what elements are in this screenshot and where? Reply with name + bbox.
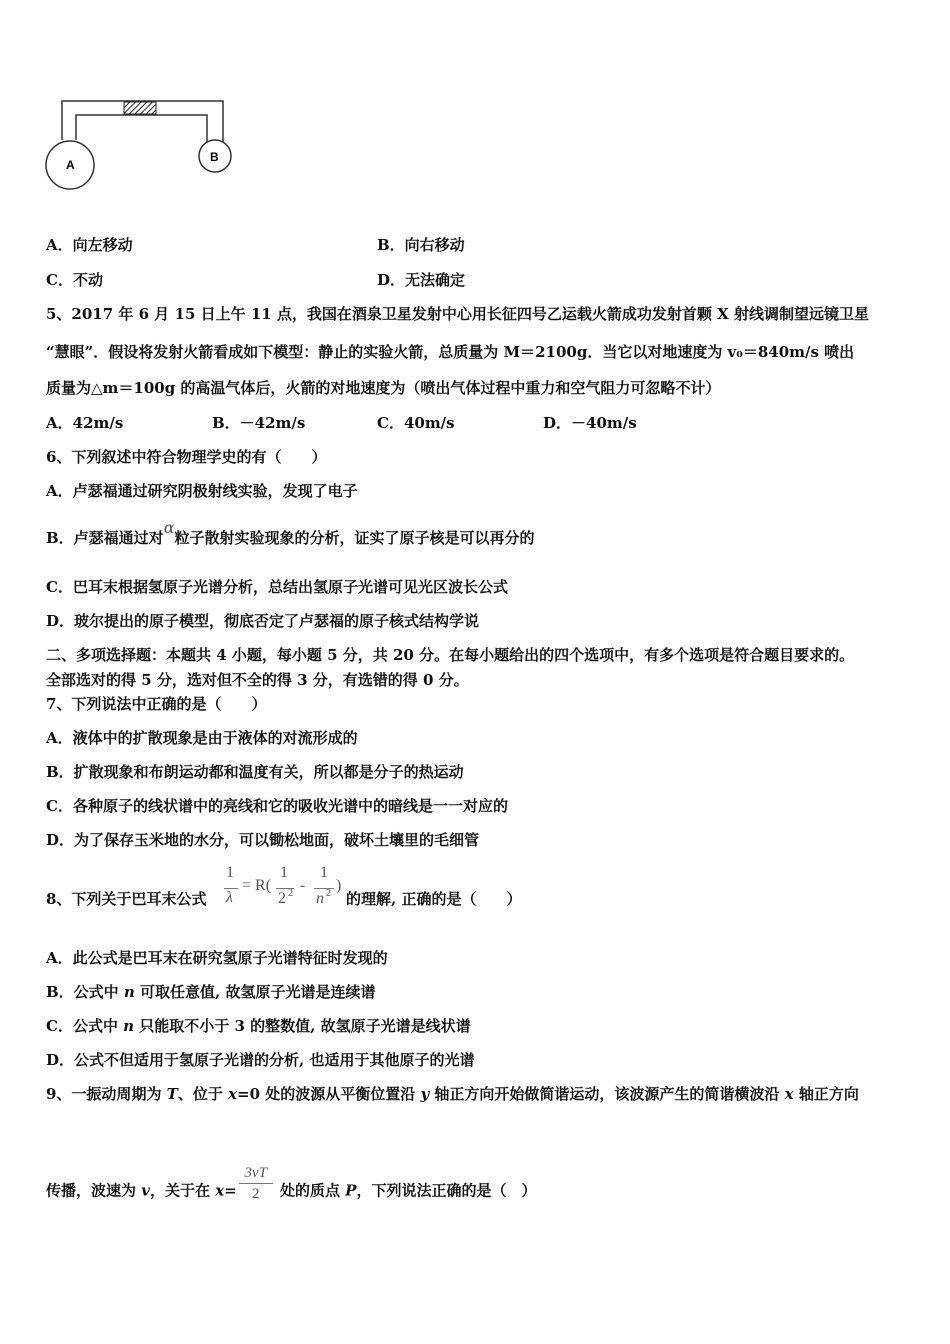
section2-line2: 全部选对的得 5 分，选对但不全的得 3 分，有选错的得 0 分。 [46, 671, 469, 689]
formula-bar-3 [314, 888, 334, 889]
q5-stem-line1: 5、2017 年 6 月 15 日上午 11 点，我国在酒泉卫星发射中心用长征四号乙运载火箭成功发射首颗 X 射线调制望远镜卫星 [46, 305, 870, 323]
q5-option-c: C．40m/s [377, 414, 455, 432]
q9-stem-line2 [46, 1165, 537, 1212]
q8-stem-pre: 8、下列关于巴耳末公式 [46, 890, 207, 908]
q9-l1-T: T [166, 1085, 178, 1103]
q7-option-c: C．各种原子的线状谱中的亮线和它的吸收光谱中的暗线是一一对应的 [46, 797, 508, 815]
section2-line1: 二、多项选择题：本题共 4 小题，每小题 5 分，共 20 分。在每小题给出的四个选项中，有多个选项是符合题目要求的。 [46, 646, 855, 664]
q9-l1-x2: x [784, 1085, 794, 1103]
q9-l1-b: 、位于 [177, 1085, 229, 1103]
q9-l1-x: x [228, 1085, 238, 1103]
q6-option-c: C．巴耳末根据氢原子光谱分析，总结出氢原子光谱可见光区波长公式 [46, 578, 508, 596]
q9-l2-x: x [215, 1181, 225, 1200]
formula-eq-text: = R( [242, 877, 272, 894]
q9-l1-e: 轴正方向 [793, 1085, 859, 1103]
q9-l2-b: ，关于在 [149, 1181, 216, 1200]
formula-eq-r [242, 877, 271, 895]
q9-l2-P: P [345, 1181, 357, 1200]
q9-l1-a: 9、一振动周期为 [46, 1085, 167, 1103]
q4-option-d: D．无法确定 [377, 271, 466, 289]
alpha-symbol: α [163, 518, 175, 537]
q9-l2-a: 传播，波速为 [46, 1181, 142, 1200]
formula-close: ) [336, 877, 342, 894]
q5-option-b: B．－42m/s [212, 414, 306, 432]
bulb-a-label: A [66, 158, 75, 172]
q8-stem-post: 的理解, 正确的是（ ） [346, 890, 522, 908]
q5-stem-line2: “慧眼”．假设将发射火箭看成如下模型：静止的实验火箭，总质量为 M＝2100g．当它以对地速度为 v₀＝840m/s 喷出 [46, 343, 855, 361]
formula-lambda: λ [226, 889, 233, 906]
q9-l2-d: 处的质点 [274, 1181, 346, 1200]
q8-option-c [46, 1016, 471, 1036]
q9-fraction-num: 3vT [239, 1163, 273, 1184]
q8-option-b-post: 可取任意值, 故氢原子光谱是连续谱 [134, 983, 376, 1001]
q4-option-c: C．不动 [46, 271, 103, 289]
q6-option-a: A．卢瑟福通过研究阴极射线实验，发现了电子 [46, 482, 358, 500]
q7-option-d: D．为了保存玉米地的水分，可以锄松地面，破坏土壤里的毛细管 [46, 831, 480, 849]
q9-l2-c: = [224, 1181, 237, 1200]
q8-option-c-var: n [123, 1017, 135, 1035]
formula-exp-1: 2 [288, 888, 293, 899]
q5-stem-line3: 质量为△m＝100g 的高温气体后，火箭的对地速度为（喷出气体过程中重力和空气阻力可忽略不计） [46, 379, 721, 397]
q9-l1-c: =0 处的波源从平衡位置沿 [237, 1085, 421, 1103]
formula-num-3: 1 [320, 864, 328, 881]
q9-fraction [239, 1163, 273, 1204]
formula-n: n [316, 890, 324, 907]
q6-option-b-pre: B．卢瑟福通过对 [46, 529, 164, 547]
q4-option-a: A．向左移动 [46, 236, 133, 254]
q9-l1-d: 轴正方向开始做简谐运动，该波源产生的简谐横波沿 [429, 1085, 785, 1103]
q7-option-a: A．液体中的扩散现象是由于液体的对流形成的 [46, 729, 358, 747]
q5-option-d: D．－40m/s [543, 414, 637, 432]
q5-option-a: A．42m/s [46, 414, 124, 432]
q4-option-b: B．向右移动 [377, 236, 465, 254]
q8-option-a: A．此公式是巴耳末在研究氢原子光谱特征时发现的 [46, 949, 388, 967]
q8-option-b-pre: B．公式中 [46, 983, 124, 1001]
formula-den-2: 2 [278, 890, 286, 907]
q8-option-b [46, 982, 375, 1002]
q9-fraction-den: 2 [251, 1186, 260, 1202]
q6-option-b [46, 518, 535, 548]
q6-option-b-post: 粒子散射实验现象的分析，证实了原子核是可以再分的 [174, 529, 535, 547]
formula-exp-2: 2 [326, 888, 331, 899]
q9-l2-v: v [141, 1181, 150, 1200]
q7-stem: 7、下列说法中正确的是（ ） [46, 695, 267, 713]
q6-option-d: D．玻尔提出的原子模型，彻底否定了卢瑟福的原子核式结构学说 [46, 612, 480, 630]
q9-l2-e: ，下列说法正确的是（ ） [356, 1181, 537, 1200]
tube-diagram [40, 95, 240, 195]
q8-option-b-var: n [123, 983, 135, 1001]
mercury-column [124, 102, 156, 114]
q6-stem: 6、下列叙述中符合物理学史的有（ ） [46, 448, 327, 466]
formula-num-2: 1 [280, 864, 288, 881]
formula-num-1: 1 [226, 864, 234, 881]
formula-minus: - [300, 877, 306, 894]
q8-option-c-post: 只能取不小于 3 的整数值, 故氢原子光谱是线状谱 [134, 1017, 471, 1035]
balmer-formula [222, 864, 346, 916]
q7-option-b: B．扩散现象和布朗运动都和温度有关，所以都是分子的热运动 [46, 763, 464, 781]
q8-option-d: D．公式不但适用于氢原子光谱的分析, 也适用于其他原子的光谱 [46, 1051, 475, 1069]
q8-option-c-pre: C．公式中 [46, 1017, 124, 1035]
q9-stem-line1 [46, 1084, 859, 1104]
bulb-b-label: B [210, 150, 219, 164]
q9-l1-y: y [420, 1085, 430, 1103]
